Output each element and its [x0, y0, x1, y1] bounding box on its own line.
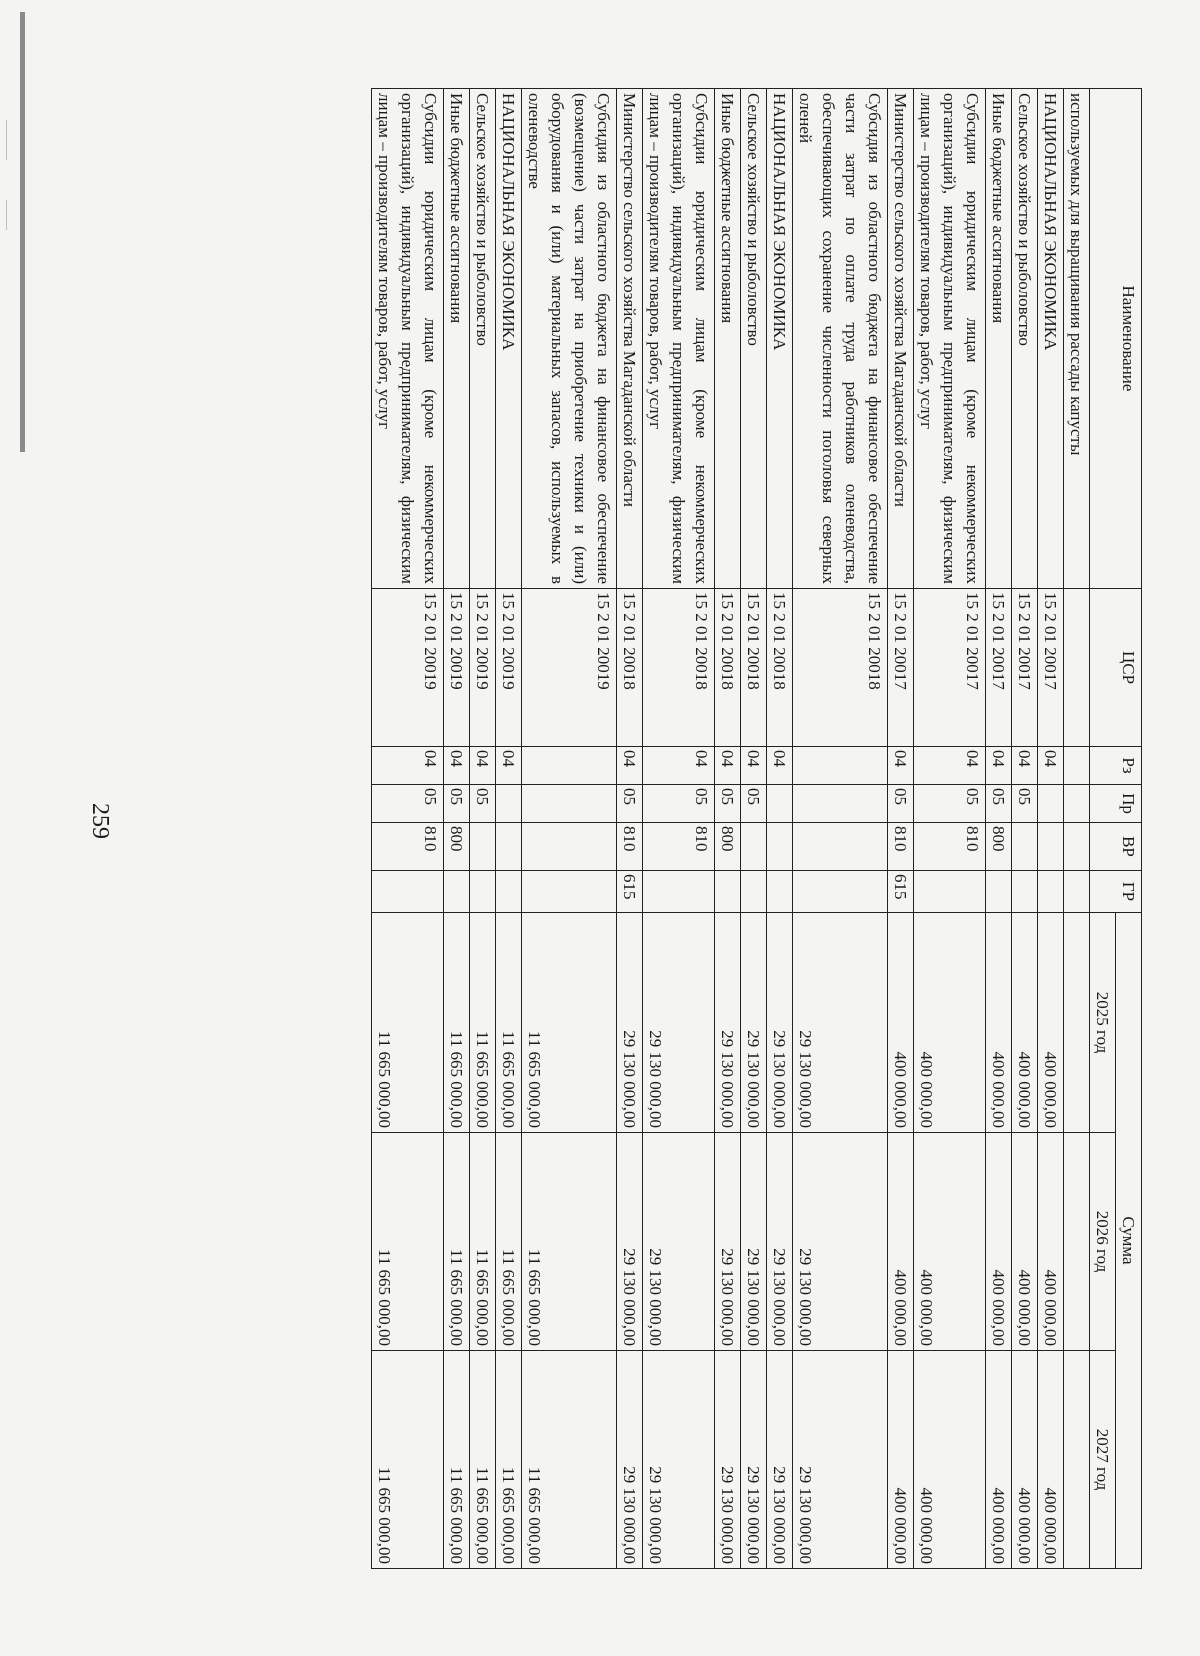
cell-pr [496, 785, 522, 823]
cell-pr: 05 [741, 785, 767, 823]
cell-sum-2025: 29 130 000,00 [793, 913, 888, 1133]
cell-gr [496, 871, 522, 913]
table-row [986, 89, 1012, 1569]
cell-rz: 04 [372, 747, 444, 785]
budget-table [371, 88, 1142, 1569]
cell-pr: 05 [914, 785, 986, 823]
cell-pr [1038, 785, 1064, 823]
table-row [767, 89, 793, 1569]
cell-sum-2027: 29 130 000,00 [793, 1351, 888, 1569]
cell-vr [1064, 823, 1090, 871]
cell-pr: 05 [444, 785, 470, 823]
cell-sum-2025: 29 130 000,00 [741, 913, 767, 1133]
cell-name: Министерство сельского хозяйства Магаданской области [888, 89, 914, 589]
header-year-2027: 2027 год [1090, 1351, 1116, 1569]
cell-pr [793, 785, 888, 823]
cell-sum-2025: 29 130 000,00 [617, 913, 643, 1133]
cell-vr: 800 [444, 823, 470, 871]
cell-pr [522, 785, 617, 823]
scan-mark [6, 200, 7, 230]
cell-rz: 04 [1038, 747, 1064, 785]
cell-name: Субсидия из областного бюджета на финансовое обеспечение части затрат по оплате труда работников оленеводства, обеспечивающих сохранение численности поголовья северных оленей [793, 89, 888, 589]
cell-sum-2025 [1064, 913, 1090, 1133]
cell-sum-2026: 400 000,00 [914, 1133, 986, 1351]
cell-name: Сельское хозяйство и рыболовство [470, 89, 496, 589]
cell-gr: 615 [617, 871, 643, 913]
cell-csr: 15 2 01 20017 [888, 589, 914, 747]
cell-sum-2027: 29 130 000,00 [741, 1351, 767, 1569]
table-row [1012, 89, 1038, 1569]
cell-sum-2026: 29 130 000,00 [715, 1133, 741, 1351]
cell-gr [793, 871, 888, 913]
cell-sum-2025: 11 665 000,00 [372, 913, 444, 1133]
cell-sum-2025: 400 000,00 [888, 913, 914, 1133]
cell-vr: 810 [643, 823, 715, 871]
cell-csr: 15 2 01 20018 [617, 589, 643, 747]
cell-vr [522, 823, 617, 871]
cell-sum-2025: 400 000,00 [1038, 913, 1064, 1133]
cell-vr: 800 [986, 823, 1012, 871]
cell-sum-2026: 11 665 000,00 [372, 1133, 444, 1351]
cell-name: Сельское хозяйство и рыболовство [741, 89, 767, 589]
cell-csr: 15 2 01 20019 [470, 589, 496, 747]
table-row [522, 89, 617, 1569]
cell-sum-2026: 400 000,00 [1038, 1133, 1064, 1351]
cell-rz: 04 [888, 747, 914, 785]
cell-sum-2026: 11 665 000,00 [496, 1133, 522, 1351]
cell-sum-2027: 29 130 000,00 [767, 1351, 793, 1569]
table-row [444, 89, 470, 1569]
cell-sum-2027: 400 000,00 [1038, 1351, 1064, 1569]
cell-vr: 810 [617, 823, 643, 871]
cell-vr: 800 [715, 823, 741, 871]
table-row [741, 89, 767, 1569]
cell-csr [1064, 589, 1090, 747]
cell-vr: 810 [914, 823, 986, 871]
cell-sum-2025: 29 130 000,00 [643, 913, 715, 1133]
cell-sum-2026: 400 000,00 [888, 1133, 914, 1351]
cell-pr [1064, 785, 1090, 823]
cell-sum-2027: 29 130 000,00 [643, 1351, 715, 1569]
cell-sum-2027: 400 000,00 [1012, 1351, 1038, 1569]
cell-pr: 05 [1012, 785, 1038, 823]
cell-csr: 15 2 01 20019 [496, 589, 522, 747]
cell-gr [767, 871, 793, 913]
cell-sum-2025: 11 665 000,00 [444, 913, 470, 1133]
cell-sum-2026: 29 130 000,00 [793, 1133, 888, 1351]
page-number: 259 [87, 803, 113, 839]
cell-sum-2027: 29 130 000,00 [715, 1351, 741, 1569]
cell-pr: 05 [643, 785, 715, 823]
table-row [888, 89, 914, 1569]
cell-rz: 04 [496, 747, 522, 785]
header-year-2026: 2026 год [1090, 1133, 1116, 1351]
cell-gr [986, 871, 1012, 913]
table-row [715, 89, 741, 1569]
cell-sum-2027: 11 665 000,00 [496, 1351, 522, 1569]
header-vr: ВР [1090, 823, 1142, 871]
cell-pr: 05 [372, 785, 444, 823]
cell-sum-2025: 400 000,00 [914, 913, 986, 1133]
cell-rz [793, 747, 888, 785]
cell-gr [1012, 871, 1038, 913]
cell-sum-2026: 29 130 000,00 [741, 1133, 767, 1351]
cell-sum-2027: 11 665 000,00 [372, 1351, 444, 1569]
cell-name: Субсидии юридическим лицам (кроме некоммерческих организаций), индивидуальным предпринимателям, физическим лицам – производителям товаров, работ, услуг [372, 89, 444, 589]
cell-name: НАЦИОНАЛЬНАЯ ЭКОНОМИКА [496, 89, 522, 589]
cell-sum-2025: 29 130 000,00 [715, 913, 741, 1133]
cell-pr: 05 [715, 785, 741, 823]
table-row [372, 89, 444, 1569]
cell-name: Министерство сельского хозяйства Магаданской области [617, 89, 643, 589]
cell-gr [914, 871, 986, 913]
cell-rz [522, 747, 617, 785]
cell-sum-2027: 400 000,00 [914, 1351, 986, 1569]
cell-name: Иные бюджетные ассигнования [715, 89, 741, 589]
cell-sum-2027: 11 665 000,00 [522, 1351, 617, 1569]
cell-pr [767, 785, 793, 823]
header-year-2025: 2025 год [1090, 913, 1116, 1133]
cell-vr: 810 [888, 823, 914, 871]
header-pr: Пр [1090, 785, 1142, 823]
cell-name: Субсидии юридическим лицам (кроме некоммерческих организаций), индивидуальным предпринимателям, физическим лицам – производителям товаров, работ, услуг [914, 89, 986, 589]
cell-rz: 04 [643, 747, 715, 785]
cell-sum-2026: 11 665 000,00 [470, 1133, 496, 1351]
cell-sum-2026: 29 130 000,00 [643, 1133, 715, 1351]
cell-sum-2026: 29 130 000,00 [767, 1133, 793, 1351]
table-row [1038, 89, 1064, 1569]
cell-pr: 05 [986, 785, 1012, 823]
cell-sum-2025: 11 665 000,00 [496, 913, 522, 1133]
cell-csr: 15 2 01 20017 [986, 589, 1012, 747]
cell-gr [372, 871, 444, 913]
cell-sum-2026: 11 665 000,00 [522, 1133, 617, 1351]
cell-sum-2027: 11 665 000,00 [470, 1351, 496, 1569]
cell-sum-2025: 11 665 000,00 [470, 913, 496, 1133]
header-csr: ЦСР [1090, 589, 1142, 747]
cell-pr: 05 [888, 785, 914, 823]
table-row [1064, 89, 1090, 1569]
cell-name: Иные бюджетные ассигнования [986, 89, 1012, 589]
cell-sum-2027: 11 665 000,00 [444, 1351, 470, 1569]
cell-name: Сельское хозяйство и рыболовство [1012, 89, 1038, 589]
header-rz: Рз [1090, 747, 1142, 785]
cell-rz: 04 [1012, 747, 1038, 785]
cell-rz: 04 [444, 747, 470, 785]
cell-vr [470, 823, 496, 871]
cell-vr: 810 [372, 823, 444, 871]
cell-name: Субсидия из областного бюджета на финансовое обеспечение (возмещение) части затрат на приобретение техники и (или) оборудования и (или) материальных запасов, используемых в оленеводстве [522, 89, 617, 589]
cell-csr: 15 2 01 20018 [741, 589, 767, 747]
cell-pr: 05 [470, 785, 496, 823]
cell-vr [496, 823, 522, 871]
cell-sum-2025: 29 130 000,00 [767, 913, 793, 1133]
cell-gr [1038, 871, 1064, 913]
cell-sum-2025: 11 665 000,00 [522, 913, 617, 1133]
cell-name: НАЦИОНАЛЬНАЯ ЭКОНОМИКА [767, 89, 793, 589]
cell-gr [444, 871, 470, 913]
table-row [793, 89, 888, 1569]
table-body [372, 89, 1090, 1569]
rotated-page-content [172, 88, 1142, 1568]
cell-sum-2025: 400 000,00 [986, 913, 1012, 1133]
header-name: Наименование [1090, 89, 1142, 589]
cell-sum-2027: 29 130 000,00 [617, 1351, 643, 1569]
table-header [1090, 89, 1142, 1569]
cell-sum-2027: 400 000,00 [986, 1351, 1012, 1569]
cell-vr [741, 823, 767, 871]
cell-csr: 15 2 01 20018 [767, 589, 793, 747]
cell-vr [793, 823, 888, 871]
cell-sum-2026: 400 000,00 [1012, 1133, 1038, 1351]
cell-gr [1064, 871, 1090, 913]
cell-vr [1012, 823, 1038, 871]
table-row [914, 89, 986, 1569]
cell-gr [741, 871, 767, 913]
cell-sum-2026: 29 130 000,00 [617, 1133, 643, 1351]
cell-name: используемых для выращивания рассады капусты [1064, 89, 1090, 589]
cell-csr: 15 2 01 20019 [522, 589, 617, 747]
header-sum: Сумма [1116, 913, 1142, 1569]
cell-vr [1038, 823, 1064, 871]
cell-gr [522, 871, 617, 913]
cell-vr [767, 823, 793, 871]
cell-sum-2025: 400 000,00 [1012, 913, 1038, 1133]
cell-sum-2026: 400 000,00 [986, 1133, 1012, 1351]
table-row [617, 89, 643, 1569]
cell-csr: 15 2 01 20018 [793, 589, 888, 747]
cell-rz: 04 [470, 747, 496, 785]
cell-rz: 04 [986, 747, 1012, 785]
cell-rz [1064, 747, 1090, 785]
cell-sum-2027 [1064, 1351, 1090, 1569]
cell-gr [715, 871, 741, 913]
cell-csr: 15 2 01 20019 [372, 589, 444, 747]
cell-csr: 15 2 01 20019 [444, 589, 470, 747]
cell-csr: 15 2 01 20018 [643, 589, 715, 747]
table-row [496, 89, 522, 1569]
cell-gr [643, 871, 715, 913]
cell-csr: 15 2 01 20017 [1038, 589, 1064, 747]
cell-gr [470, 871, 496, 913]
cell-rz: 04 [617, 747, 643, 785]
table-row [643, 89, 715, 1569]
cell-rz: 04 [715, 747, 741, 785]
cell-rz: 04 [767, 747, 793, 785]
cell-sum-2027: 400 000,00 [888, 1351, 914, 1569]
cell-csr: 15 2 01 20017 [1012, 589, 1038, 747]
cell-pr: 05 [617, 785, 643, 823]
cell-csr: 15 2 01 20018 [715, 589, 741, 747]
cell-csr: 15 2 01 20017 [914, 589, 986, 747]
table-row [470, 89, 496, 1569]
header-gr: ГР [1090, 871, 1142, 913]
cell-name: НАЦИОНАЛЬНАЯ ЭКОНОМИКА [1038, 89, 1064, 589]
cell-gr: 615 [888, 871, 914, 913]
cell-rz: 04 [741, 747, 767, 785]
cell-name: Иные бюджетные ассигнования [444, 89, 470, 589]
cell-sum-2026: 11 665 000,00 [444, 1133, 470, 1351]
scan-edge-shadow [20, 12, 25, 452]
cell-rz: 04 [914, 747, 986, 785]
cell-sum-2026 [1064, 1133, 1090, 1351]
scan-mark [6, 120, 7, 160]
cell-name: Субсидии юридическим лицам (кроме некоммерческих организаций), индивидуальным предпринимателям, физическим лицам – производителям товаров, работ, услуг [643, 89, 715, 589]
